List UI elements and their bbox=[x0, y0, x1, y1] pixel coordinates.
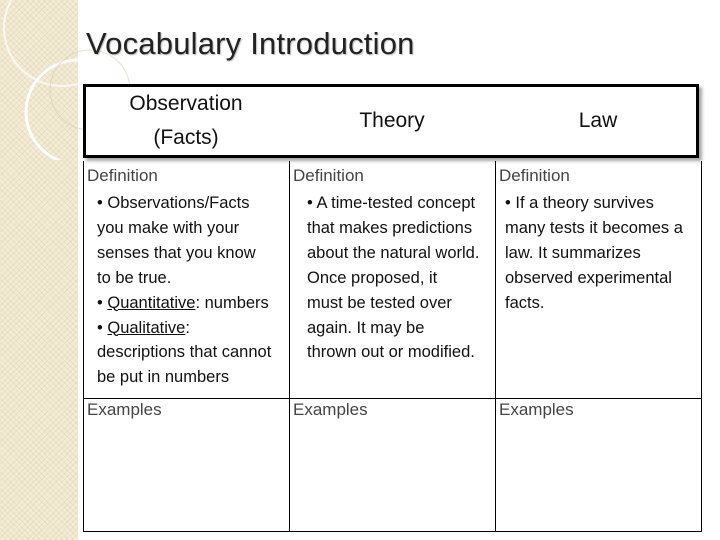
vocabulary-table bbox=[83, 84, 703, 532]
law-definition-text bbox=[505, 191, 683, 316]
text-line: law. It summarizes bbox=[505, 243, 641, 262]
header-theory bbox=[289, 84, 495, 158]
text-line: • If a theory survives bbox=[505, 194, 654, 212]
quantitative-line bbox=[97, 291, 271, 316]
column-divider bbox=[495, 161, 496, 532]
theory-definition-label: Definition bbox=[293, 166, 364, 185]
text-line: again. It may be bbox=[307, 318, 425, 337]
text-line: must be tested over bbox=[307, 293, 452, 312]
text-line: about the natural world. bbox=[307, 243, 480, 262]
text-line: facts. bbox=[505, 293, 545, 312]
bullet: • bbox=[97, 318, 108, 337]
law-examples-label: Examples bbox=[499, 400, 574, 419]
theory-examples-label: Examples bbox=[293, 400, 368, 419]
header-observation-line1: Observation bbox=[129, 92, 243, 115]
text-line: to be true. bbox=[97, 268, 172, 287]
page-title: Vocabulary Introduction bbox=[86, 26, 415, 61]
theory-definition-text bbox=[307, 191, 479, 365]
text-line: be put in numbers bbox=[97, 368, 230, 387]
observation-examples-label: Examples bbox=[87, 400, 162, 419]
quantitative-term: Quantitative bbox=[107, 293, 196, 312]
bullet: • bbox=[97, 293, 108, 312]
text-line: observed experimental bbox=[505, 268, 672, 287]
text-line: that makes predictions bbox=[307, 218, 473, 237]
quantitative-rest: : numbers bbox=[195, 293, 269, 312]
header-observation-line2: (Facts) bbox=[153, 126, 219, 149]
header-theory-label: Theory bbox=[359, 109, 425, 132]
qualitative-term: Qualitative bbox=[107, 318, 186, 337]
header-law bbox=[495, 84, 701, 158]
text-line: Once proposed, it bbox=[307, 268, 438, 287]
text-line: • Observations/Facts bbox=[97, 194, 250, 212]
text-line: • A time-tested concept bbox=[307, 194, 476, 212]
qualitative-rest: : bbox=[185, 318, 190, 337]
row-divider bbox=[83, 398, 702, 399]
text-line: many tests it becomes a bbox=[505, 218, 683, 237]
law-definition-label: Definition bbox=[499, 166, 570, 185]
header-law-label: Law bbox=[578, 109, 618, 132]
text-line: senses that you know bbox=[97, 243, 256, 262]
column-divider bbox=[289, 161, 290, 532]
text-line: you make with your bbox=[97, 218, 240, 237]
qualitative-line bbox=[97, 316, 271, 341]
observation-definition-label: Definition bbox=[87, 166, 158, 185]
observation-definition-text bbox=[97, 191, 271, 390]
header-observation bbox=[83, 84, 289, 158]
text-line: thrown out or modified. bbox=[307, 343, 475, 362]
text-line: descriptions that cannot bbox=[97, 343, 272, 362]
